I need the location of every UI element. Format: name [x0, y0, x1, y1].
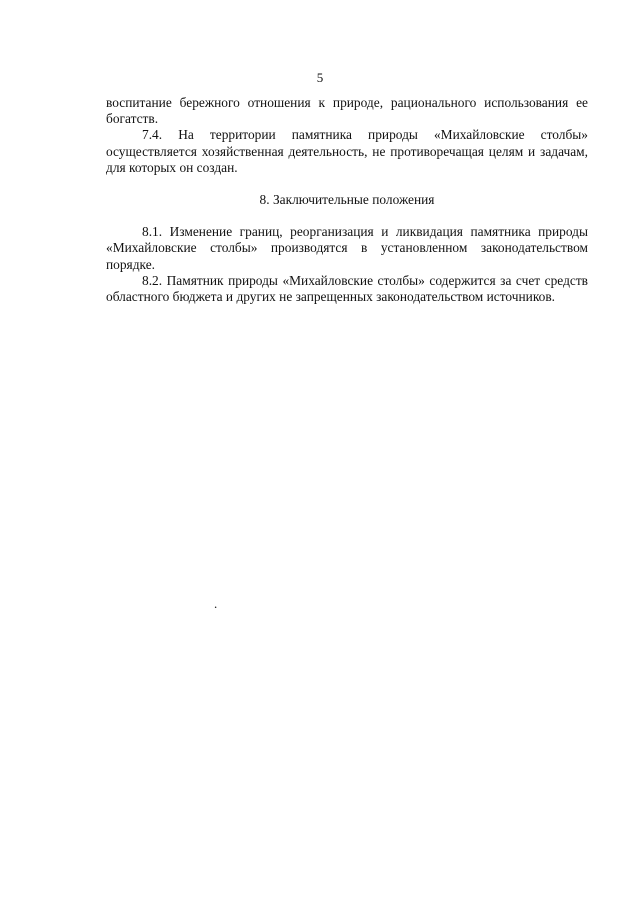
document-body — [106, 95, 588, 305]
page-number: 5 — [316, 70, 324, 85]
paragraph-continuation: воспитание бережного отношения к природе, рационального использования ее богатств. — [106, 95, 588, 127]
paragraph-8-2: 8.2. Памятник природы «Михайловские столбы» содержится за счет средств областного бюджета и других не запрещенных законодательством источников. — [106, 272, 588, 305]
stray-mark: . — [214, 596, 218, 611]
paragraph-7-4: 7.4. На территории памятника природы «Михайловские столбы» осуществляется хозяйственная деятельность, не противоречащая целям и задачам, для которых он создан. — [106, 127, 588, 175]
section-heading: 8. Заключительные положения — [259, 192, 435, 208]
paragraph-8-1: 8.1. Изменение границ, реорганизация и ликвидация памятника природы «Михайловские столбы» производятся в установленном законодательством порядке. — [106, 224, 588, 272]
